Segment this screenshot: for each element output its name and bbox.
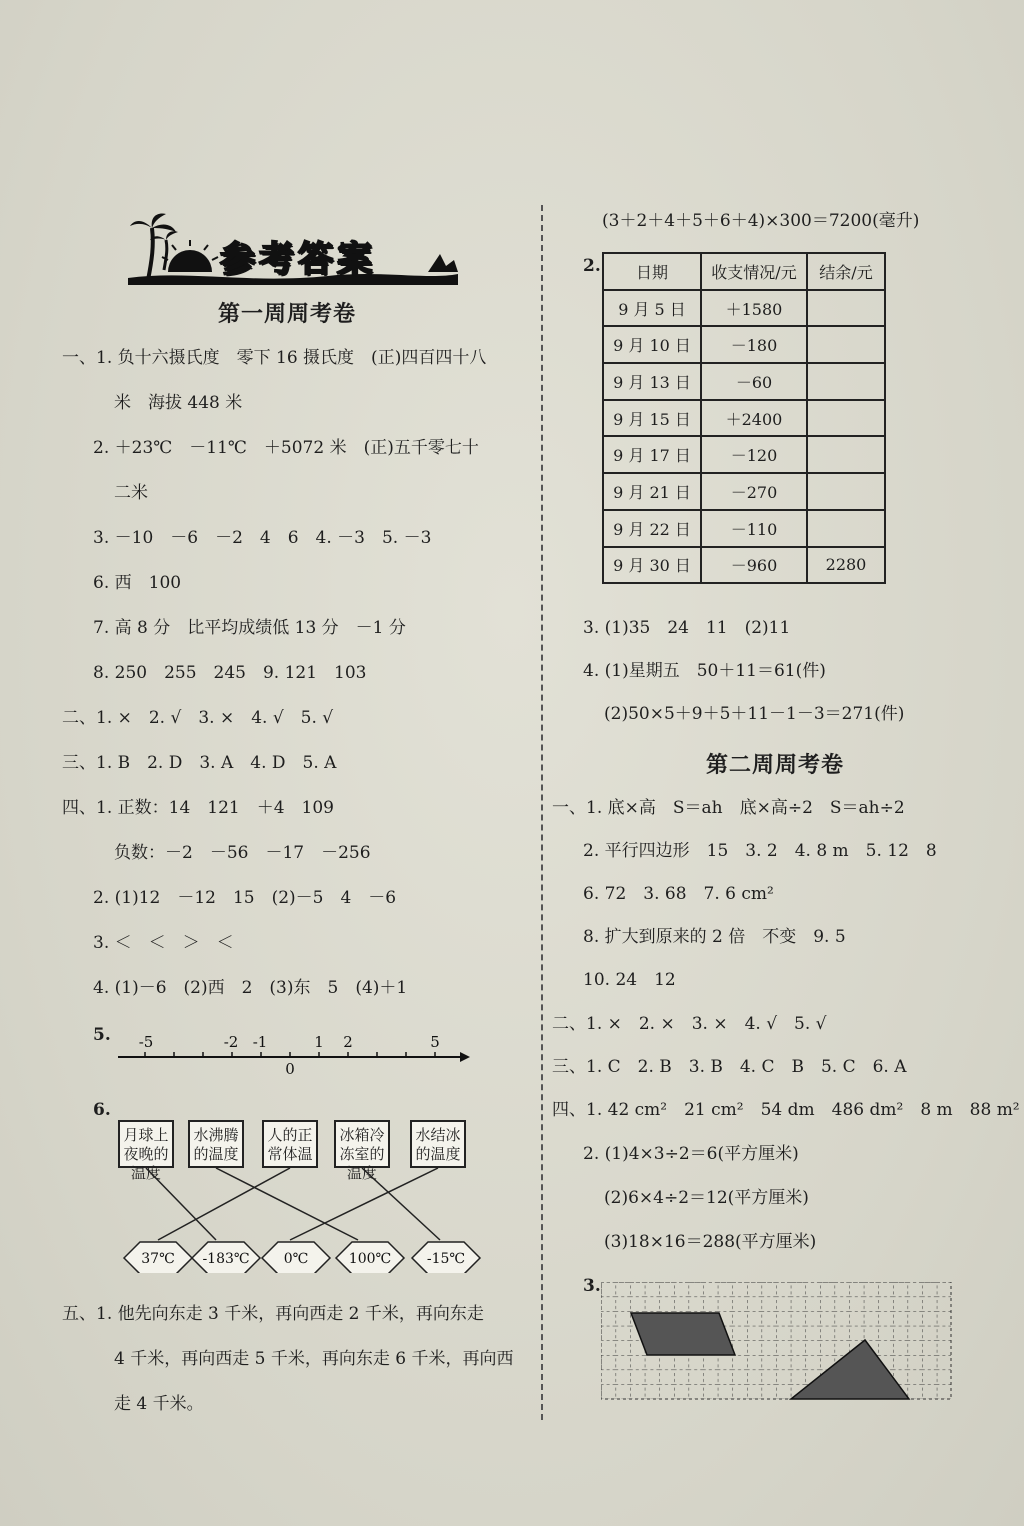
- cell-balance: [807, 290, 885, 327]
- w1-line-12: 负数：－2 －56 －17 －256: [114, 843, 371, 863]
- cell-balance: [807, 510, 885, 547]
- week2-title: 第二周周考卷: [706, 752, 845, 778]
- cell-date: 9 月 22 日: [603, 510, 701, 547]
- w1-line-1: 一、1. 负十六摄氏度 零下 16 摄氏度 (正)四百四十八: [62, 348, 487, 368]
- cell-date: 9 月 5 日: [603, 290, 701, 327]
- right-top-line: (3＋2＋4＋5＋6＋4)×300＝7200(毫升): [602, 211, 920, 231]
- cell-change: ＋1580: [701, 290, 807, 327]
- w2-line-3: 6. 72 3. 68 7. 6 cm²: [583, 884, 774, 904]
- w1-line-6: 6. 西 100: [93, 573, 182, 593]
- palm-tree-icon: [148, 228, 153, 280]
- match-label-5: 水结冰的温度: [410, 1120, 466, 1168]
- cell-date: 9 月 13 日: [603, 363, 701, 400]
- cell-change: －60: [701, 363, 807, 400]
- w2-line-7: 三、1. C 2. B 3. B 4. C B 5. C 6. A: [552, 1057, 907, 1077]
- w2-line-8: 四、1. 42 cm² 21 cm² 54 dm 486 dm² 8 m 88 m²: [552, 1100, 1020, 1120]
- match-temp-1: 37℃: [141, 1251, 175, 1267]
- header-date: 日期: [603, 253, 701, 290]
- q5-label: 5.: [93, 1025, 111, 1045]
- match-label-4: 冰箱冷冻室的温度: [334, 1120, 390, 1168]
- w2-line-9: 2. (1)4×3÷2＝6(平方厘米): [583, 1144, 799, 1164]
- cell-change: －180: [701, 326, 807, 363]
- w1-line-15: 4. (1)－6 (2)西 2 (3)东 5 (4)＋1: [93, 978, 408, 998]
- cell-date: 9 月 21 日: [603, 473, 701, 510]
- q6-label: 6.: [93, 1100, 111, 1120]
- cell-balance: [807, 436, 885, 473]
- cell-change: －960: [701, 547, 807, 584]
- q2-label: 2.: [583, 256, 601, 276]
- w2-line-1: 一、1. 底×高 S＝ah 底×高÷2 S＝ah÷2: [552, 798, 905, 818]
- w2-line-10: (2)6×4÷2＝12(平方厘米): [604, 1188, 809, 1208]
- grid-figure: [601, 1282, 961, 1402]
- parallelogram-shape: [631, 1313, 735, 1355]
- tick-2: 2: [343, 1033, 353, 1051]
- match-temp-3: 0℃: [283, 1251, 309, 1267]
- w2-line-4: 8. 扩大到原来的 2 倍 不变 9. 5: [583, 927, 846, 947]
- match-label-3: 人的正常体温: [262, 1120, 318, 1168]
- w2-line-6: 二、1. × 2. × 3. × 4. √ 5. √: [552, 1014, 827, 1034]
- tick-1: 1: [314, 1033, 324, 1051]
- tick-origin: 0: [285, 1060, 295, 1078]
- table-row: [603, 326, 885, 363]
- header-balance: 结余/元: [807, 253, 885, 290]
- r-line-3: (2)50×5＋9＋5＋11－1－3＝271(件): [604, 704, 905, 724]
- table-row: [603, 473, 885, 510]
- w1-line-5: 3. －10 －6 －2 4 6 4. －3 5. －3: [93, 528, 432, 548]
- week1-title: 第一周周考卷: [218, 301, 357, 327]
- table-row: [603, 363, 885, 400]
- cell-date: 9 月 15 日: [603, 400, 701, 437]
- cell-balance: [807, 363, 885, 400]
- table-header-row: [603, 253, 885, 290]
- w1-line-2: 米 海拔 448 米: [114, 393, 243, 413]
- matching-lines: [110, 1168, 490, 1273]
- cell-balance: [807, 326, 885, 363]
- column-divider: [541, 205, 543, 1420]
- match-label-1: 月球上夜晚的温度: [118, 1120, 174, 1168]
- table-row: [603, 400, 885, 437]
- w1-line-3: 2. ＋23℃ －11℃ ＋5072 米 (正)五千零七十: [93, 438, 479, 458]
- banner-title: 参考答案: [220, 239, 377, 280]
- w2-line-5: 10. 24 12: [583, 970, 676, 990]
- tick-neg1: -1: [252, 1033, 268, 1051]
- cell-date: 9 月 10 日: [603, 326, 701, 363]
- match-temp-5: -15℃: [426, 1251, 466, 1267]
- r-line-2: 4. (1)星期五 50＋11＝61(件): [583, 661, 826, 681]
- table-row: [603, 436, 885, 473]
- w1-last-3: 走 4 千米。: [114, 1394, 204, 1414]
- table-row: [603, 510, 885, 547]
- cell-date: 9 月 30 日: [603, 547, 701, 584]
- r-line-1: 3. (1)35 24 11 (2)11: [583, 618, 791, 638]
- match-label-2: 水沸腾的温度: [188, 1120, 244, 1168]
- w2-line-11: (3)18×16＝288(平方厘米): [604, 1232, 817, 1252]
- cell-change: －270: [701, 473, 807, 510]
- header-change: 收支情况/元: [701, 253, 807, 290]
- table-row: [603, 547, 885, 584]
- ledger-table: [602, 252, 886, 584]
- match-temp-2: -183℃: [202, 1251, 250, 1267]
- w2-line-2: 2. 平行四边形 15 3. 2 4. 8 m 5. 12 8: [583, 841, 937, 861]
- w1-line-4: 二米: [114, 483, 148, 503]
- w1-line-14: 3. ＜ ＜ ＞ ＜: [93, 933, 234, 953]
- table-row: [603, 290, 885, 327]
- tick-neg5: -5: [138, 1033, 154, 1051]
- w1-last-1: 五、1. 他先向东走 3 千米，再向西走 2 千米，再向东走: [62, 1304, 484, 1324]
- w1-line-13: 2. (1)12 －12 15 (2)－5 4 －6: [93, 888, 397, 908]
- cell-balance: 2280: [807, 547, 885, 584]
- tick-neg2: -2: [223, 1033, 239, 1051]
- cell-change: －110: [701, 510, 807, 547]
- w1-last-2: 4 千米，再向西走 5 千米，再向东走 6 千米，再向西: [114, 1349, 514, 1369]
- cell-date: 9 月 17 日: [603, 436, 701, 473]
- w1-line-9: 二、1. × 2. √ 3. × 4. √ 5. √: [62, 708, 334, 728]
- cell-balance: [807, 400, 885, 437]
- w1-line-10: 三、1. B 2. D 3. A 4. D 5. A: [62, 753, 337, 773]
- q3-label: 3.: [583, 1276, 601, 1296]
- cell-change: －120: [701, 436, 807, 473]
- w1-line-11: 四、1. 正数：14 121 ＋4 109: [62, 798, 334, 818]
- tick-5: 5: [430, 1033, 440, 1051]
- w1-line-8: 8. 250 255 245 9. 121 103: [93, 663, 367, 683]
- cell-change: ＋2400: [701, 400, 807, 437]
- number-line: [110, 1030, 480, 1080]
- match-temp-4: 100℃: [348, 1251, 392, 1267]
- cell-balance: [807, 473, 885, 510]
- w1-line-7: 7. 高 8 分 比平均成绩低 13 分 －1 分: [93, 618, 406, 638]
